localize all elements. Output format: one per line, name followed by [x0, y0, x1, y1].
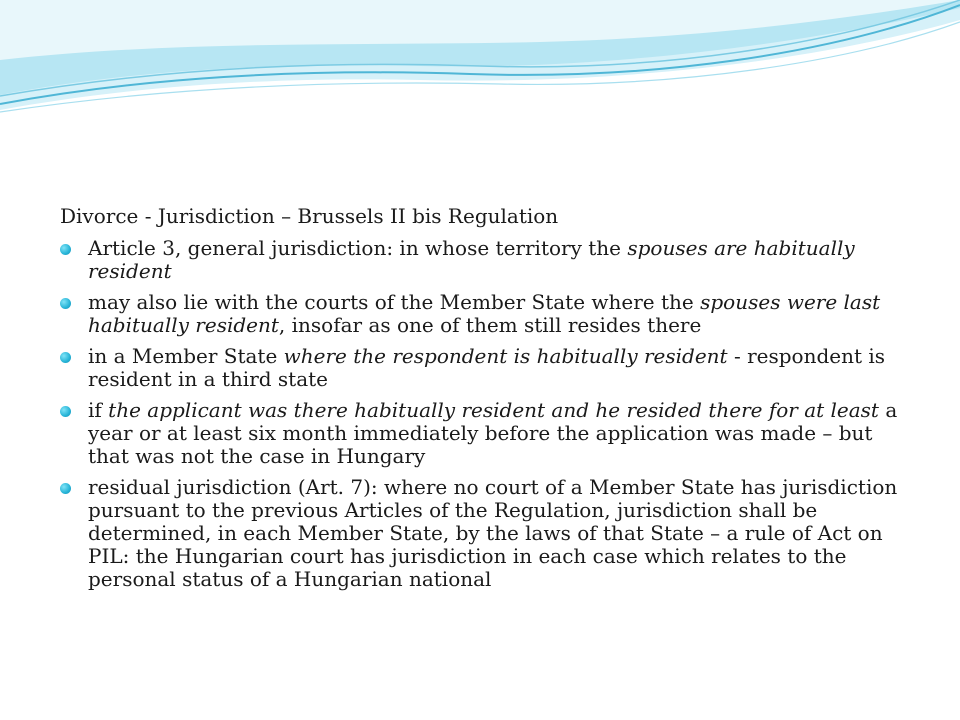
- bullet-item: [60, 237, 900, 283]
- bullet-text: in a Member State: [88, 344, 284, 368]
- bullet-text-tail: , insofar as one of them still resides there: [278, 313, 702, 337]
- bullet-text-tail: a year or at least six month immediately before the application was made – but that was not the case in Hungary: [88, 398, 898, 468]
- bullet-text-tail: - respondent is resident in a third state: [88, 344, 886, 391]
- bullet-list: [60, 237, 900, 591]
- bullet-italic-text: the applicant was there habitually resident and he resided there for at least: [108, 398, 879, 422]
- bullet-item: [60, 345, 900, 391]
- bullet-dot-icon: [60, 244, 71, 255]
- slide-content: [60, 203, 900, 599]
- bullet-item: [60, 399, 900, 468]
- header-wave-decoration: [0, 0, 960, 130]
- bullet-text: residual jurisdiction (Art. 7): where no court of a Member State has jurisdiction pursuant to the previous Articles of the Regulation, jurisdiction shall be determined, in each Member State, by the laws of that State – a rule of Act on PIL: the Hungarian court has jurisdiction in each case which relates to the personal status of a Hungarian national: [88, 475, 898, 591]
- bullet-item: [60, 476, 900, 591]
- bullet-text: if: [88, 398, 109, 422]
- slide-heading: Divorce - Jurisdiction – Brussels II bis Regulation: [60, 204, 559, 228]
- bullet-text: may also lie with the courts of the Member State where the: [88, 290, 701, 314]
- bullet-italic-text: spouses are habitually resident: [88, 236, 855, 283]
- bullet-dot-icon: [60, 298, 71, 309]
- bullet-italic-text: spouses were last habitually resident: [88, 290, 881, 337]
- bullet-italic-text: where the respondent is habitually resident: [283, 344, 728, 368]
- bullet-dot-icon: [60, 352, 71, 363]
- bullet-text: Article 3, general jurisdiction: in whose territory the: [88, 236, 628, 260]
- bullet-dot-icon: [60, 406, 71, 417]
- bullet-item: [60, 291, 900, 337]
- bullet-dot-icon: [60, 483, 71, 494]
